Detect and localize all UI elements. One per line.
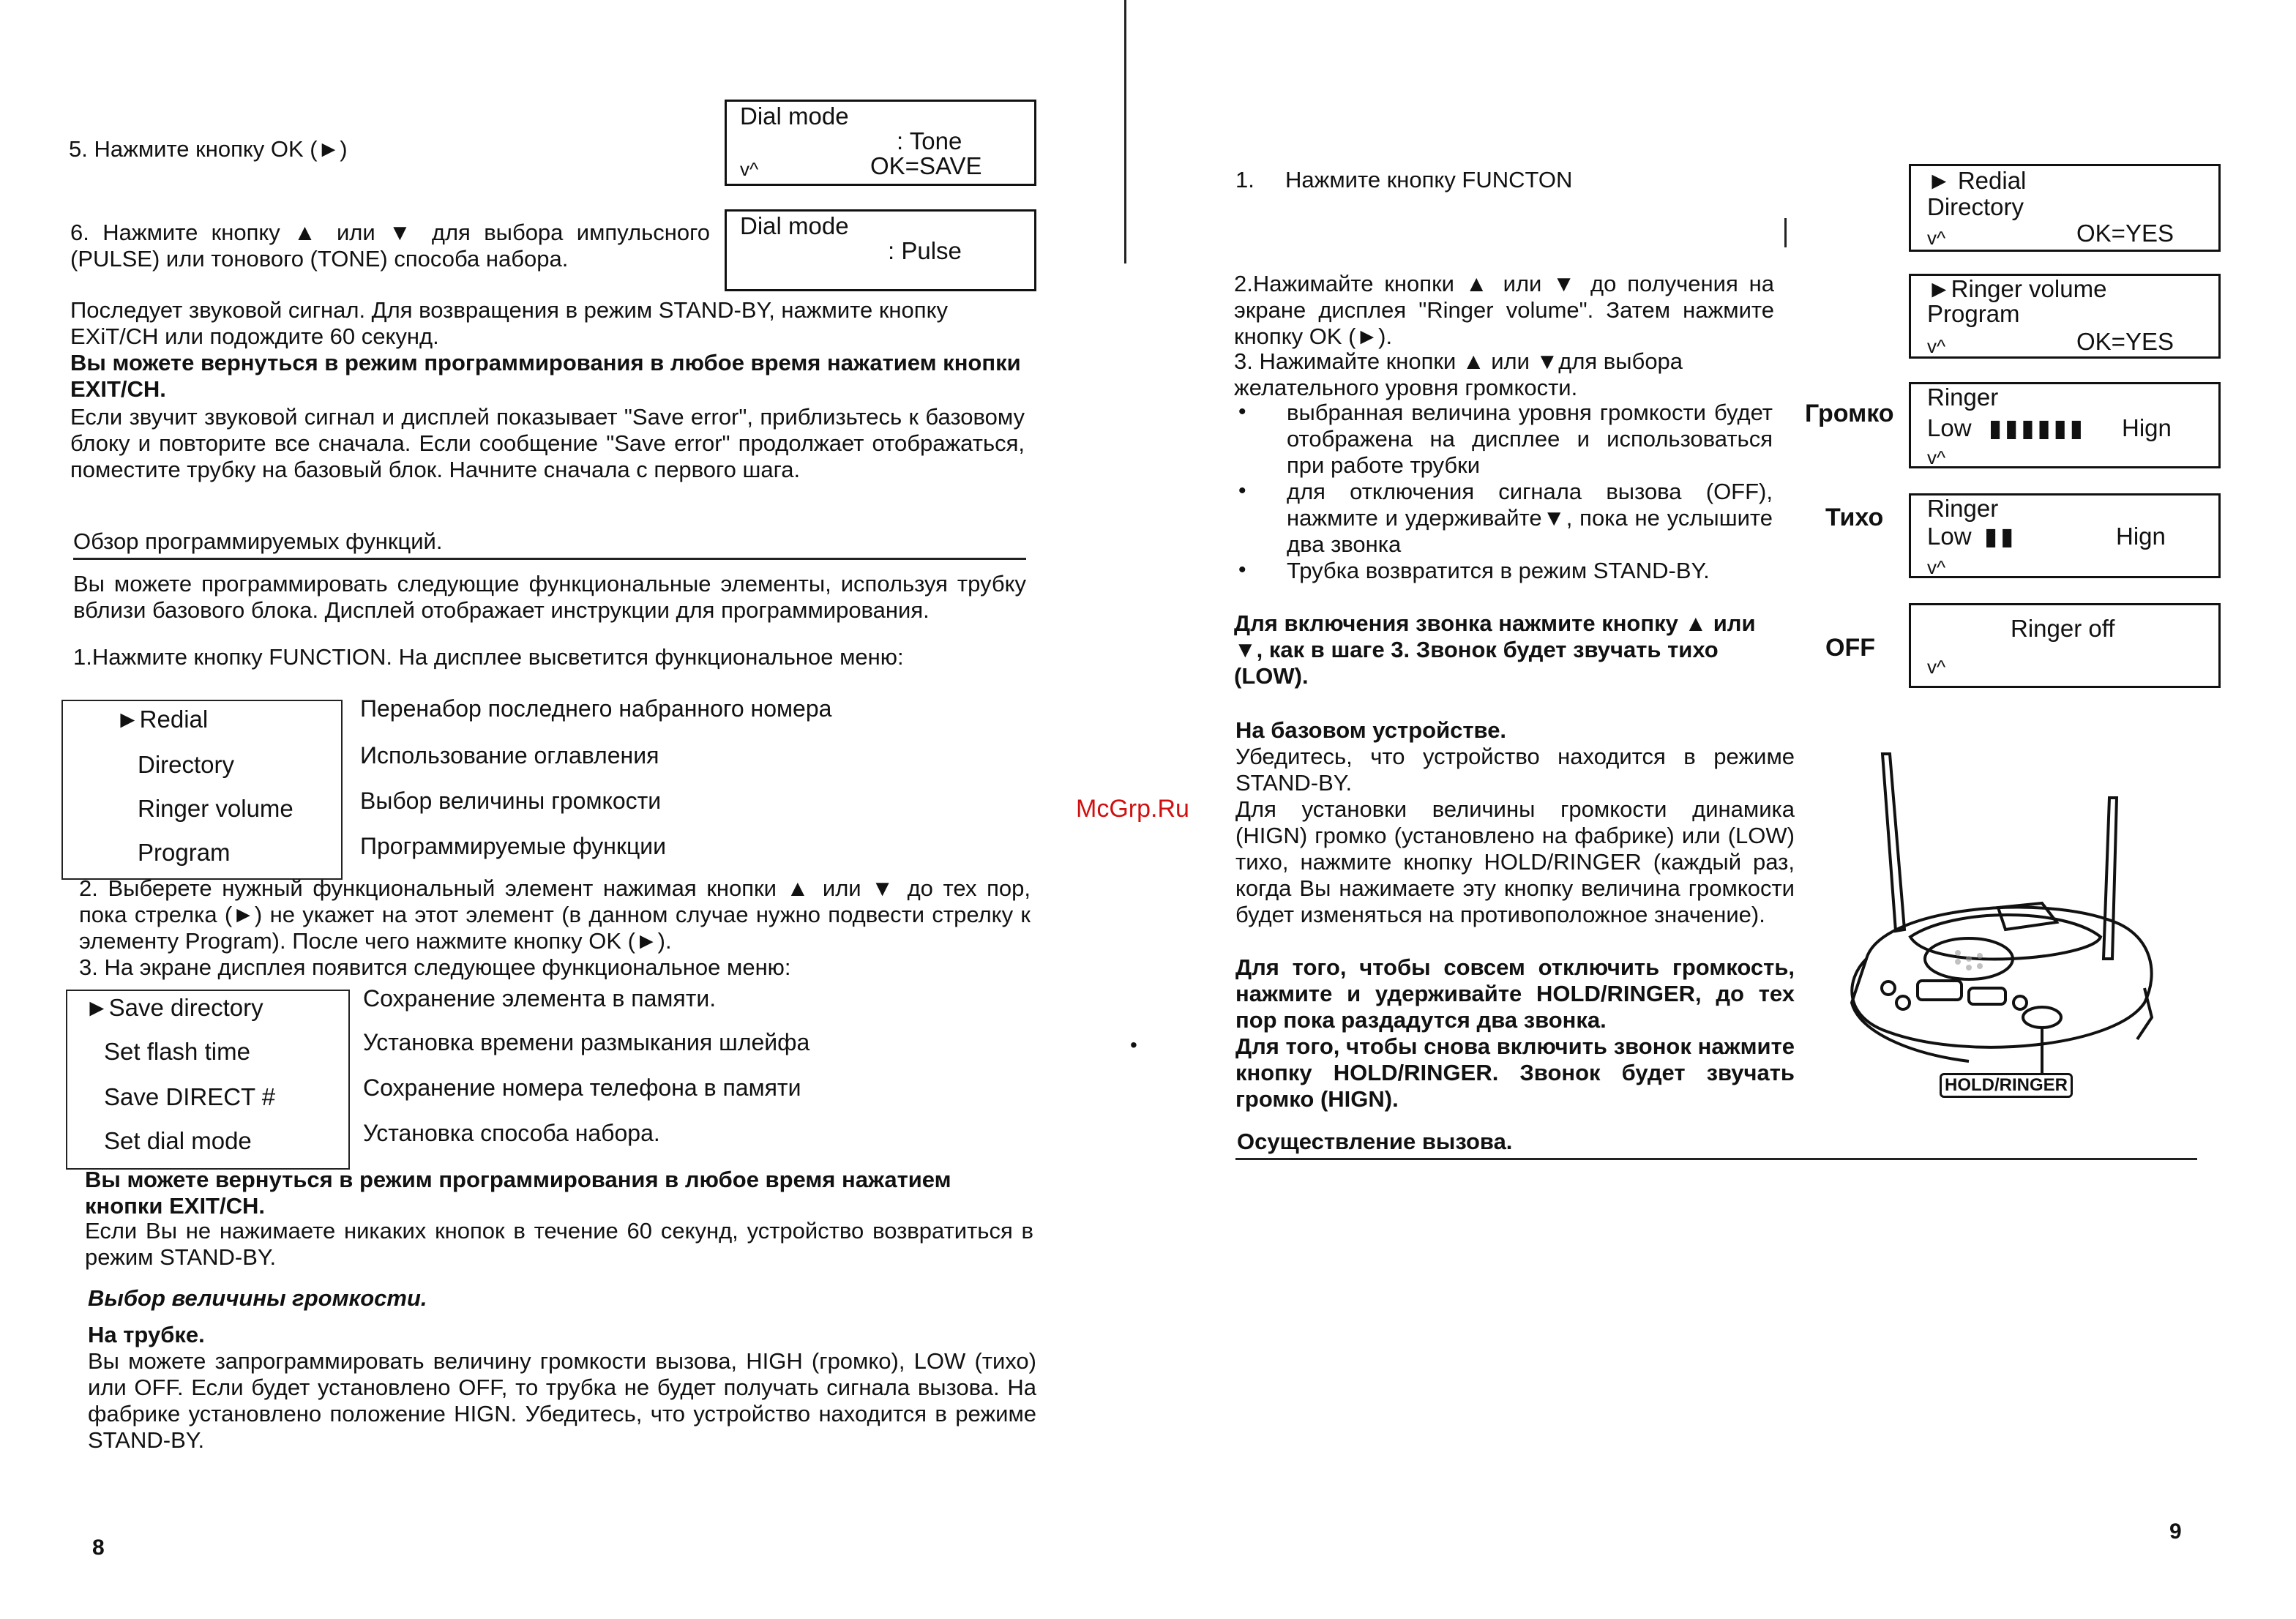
step-1-number: 1. <box>1235 167 1254 192</box>
divider <box>73 558 1026 560</box>
stray-dot: • <box>1130 1033 1137 1056</box>
menu-desc-flash-time: Установка времени размыкания шлейфа <box>363 1029 810 1055</box>
menu-item-ringer-volume: Ringer volume <box>138 795 293 822</box>
left-page <box>0 0 1142 1619</box>
phone-base-illustration <box>1822 739 2218 1105</box>
heading-volume: Выбор величины громкости. <box>88 1285 427 1311</box>
label-off: OFF <box>1825 634 1875 662</box>
bullet-2: • <box>1238 479 1246 503</box>
lcd-dial-tone: Dial mode : Tone v^ OK=SAVE <box>725 100 1036 186</box>
step-6: 6. Нажмите кнопку ▲ или ▼ для выбора импульсного (PULSE) или тонового (TONE) способа набора. <box>70 220 710 272</box>
page-number-left: 8 <box>92 1536 105 1560</box>
volume-bars-quiet: ▮▮ <box>1984 523 2017 550</box>
menu-desc-dial-mode: Установка способа набора. <box>363 1120 660 1146</box>
menu-item-set-dial-mode: Set dial mode <box>104 1127 252 1154</box>
lcd-ringer-volume: ►Ringer volume Program v^ OK=YES <box>1909 274 2221 359</box>
function-menu-2 <box>66 990 350 1170</box>
function-menu-1 <box>61 700 343 880</box>
heading-base: На базовом устройстве. <box>1235 717 1507 743</box>
step-2-left: 2. Выберете нужный функциональный элемент нажимая кнопки ▲ или ▼ до тех пор, пока стрелка (►) не укажет на этот элемент (в данном случае нужно подвести стрелку к элементу Program). После чего нажмите кнопку OK (►). <box>79 875 1031 954</box>
label-quiet: Тихо <box>1825 504 1884 531</box>
gutter-line <box>1124 0 1126 263</box>
para-timeout: Если Вы не нажимаете никаких кнопок в течение 60 секунд, устройство возвратиться в режим STAND-BY. <box>85 1218 1033 1270</box>
label-loud: Громко <box>1805 400 1894 427</box>
step-3-right: 3. Нажимайте кнопки ▲ или ▼для выбора желательного уровня громкости. <box>1234 348 1683 400</box>
step-3-left: 3. На экране дисплея появится следующее функциональное меню: <box>79 954 791 980</box>
para-handset-volume: Вы можете запрограммировать величину громкости вызова, HIGH (громко), LOW (тихо) или OFF. Если будет установлено OFF, то трубка не будет получать сигнала вызова. На фабрике установлено положение HIGN. Убедитесь, что устройство находится в режиме STAND-BY. <box>88 1348 1036 1453</box>
bullet-1: • <box>1238 400 1246 424</box>
bullet-text-3: Трубка возвратится в режим STAND-BY. <box>1287 558 1710 583</box>
step-1-left: 1.Нажмите кнопку FUNCTION. На дисплее высветится функциональное меню: <box>73 644 904 670</box>
heading-overview: Обзор программируемых функций. <box>73 528 443 554</box>
lcd-dial-pulse: Dial mode : Pulse <box>725 209 1036 291</box>
step-2-right: 2.Нажимайте кнопки ▲ или ▼ до получения на экране дисплея "Ringer volume". Затем нажмите кнопку OK (►). <box>1234 271 1774 349</box>
base-para-unmute: Для того, чтобы снова включить звонок нажмите кнопку HOLD/RINGER. Звонок будет звучать громко (HIGN). <box>1235 1033 1795 1112</box>
menu-item-save-directory: ►Save directory <box>85 994 263 1021</box>
para-ringer-on: Для включения звонка нажмите кнопку ▲ или ▼, как в шаге 3. Звонок будет звучать тихо (LOW). <box>1234 610 1756 689</box>
para-return-program: Вы можете вернуться в режим программирования в любое время нажатием кнопки EXIT/CH. <box>70 350 1021 402</box>
heading-call: Осуществление вызова. <box>1237 1129 1513 1154</box>
cursor-mark <box>1784 218 1787 247</box>
hold-ringer-label: HOLD/RINGER <box>1940 1073 2073 1098</box>
menu-item-save-direct: Save DIRECT # <box>104 1083 276 1110</box>
lcd-ringer-quiet: Ringer Low ▮▮ Hign v^ <box>1909 493 2221 578</box>
menu-desc-directory: Использование оглавления <box>360 742 659 769</box>
watermark: McGrp.Ru <box>1076 795 1189 823</box>
bullet-text-2: для отключения сигнала вызова (OFF), нажмите и удерживайте▼, пока не услышите два звонка <box>1287 479 1773 557</box>
lcd-ringer-off: Ringer off v^ <box>1909 603 2221 688</box>
lcd-ringer-loud: Ringer Low ▮▮▮▮▮▮ Hign v^ <box>1909 382 2221 468</box>
heading-handset: На трубке. <box>88 1322 205 1347</box>
menu-item-redial: ►Redial <box>116 706 209 733</box>
para-return-program-2: Вы можете вернуться в режим программирования в любое время нажатием кнопки EXIT/CH. <box>85 1167 951 1219</box>
para-save-error: Если звучит звуковой сигнал и дисплей показывает "Save error", приблизьтесь к базовому блоку и повторите все сначала. Если сообщение "Save error" продолжает отображаться, поместите трубку на базовый блок. Начните сначала с первого шага. <box>70 404 1025 482</box>
base-para-standby: Убедитесь, что устройство находится в режиме STAND-BY. <box>1235 744 1795 796</box>
lcd-redial: ► Redial Directory v^ OK=YES <box>1909 164 2221 252</box>
menu-item-directory: Directory <box>138 751 235 778</box>
step-1-right: Нажмите кнопку FUNCTON <box>1285 167 1573 192</box>
menu-desc-redial: Перенабор последнего набранного номера <box>360 695 832 722</box>
page-number-right: 9 <box>2169 1519 2182 1544</box>
base-para-volume: Для установки величины громкости динамика (HIGN) громко (установлено на фабрике) или (LOW) тихо, нажмите кнопку HOLD/RINGER (каждый раз, когда Вы нажимаете эту кнопку величина громкости будет изменяться на противоположное значение). <box>1235 796 1795 927</box>
menu-desc-save-direct: Сохранение номера телефона в памяти <box>363 1074 801 1101</box>
bullet-text-1: выбранная величина уровня громкости будет отображена на дисплее и использоваться при работе трубки <box>1287 400 1773 478</box>
para-return-standby: Последует звуковой сигнал. Для возвращения в режим STAND-BY, нажмите кнопку EXiT/CH или подождите 60 секунд. <box>70 297 948 349</box>
volume-bars-loud: ▮▮▮▮▮▮ <box>1989 414 2086 441</box>
divider-call <box>1235 1158 2197 1160</box>
para-program-intro: Вы можете программировать следующие функциональные элементы, используя трубку вблизи базового блока. Дисплей отображает инструкции для программирования. <box>73 571 1026 623</box>
menu-desc-ringer-volume: Выбор величины громкости <box>360 788 662 814</box>
step-5: 5. Нажмите кнопку OK (►) <box>69 136 348 162</box>
right-page <box>1076 0 2296 1619</box>
base-para-mute: Для того, чтобы совсем отключить громкость, нажмите и удерживайте HOLD/RINGER, до тех пор пока раздадутся два звонка. <box>1235 954 1795 1033</box>
menu-item-program: Program <box>138 839 231 866</box>
menu-desc-program: Программируемые функции <box>360 833 667 859</box>
bullet-3: • <box>1238 558 1246 582</box>
menu-item-set-flash-time: Set flash time <box>104 1038 250 1065</box>
menu-desc-save-directory: Сохранение элемента в памяти. <box>363 985 717 1012</box>
